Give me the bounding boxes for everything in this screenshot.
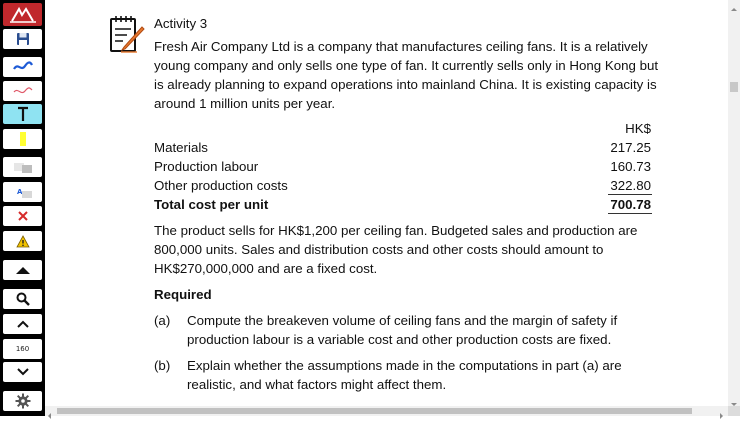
question-a-line-1: Compute the breakeven volume of ceiling fans and the margin of safety if — [187, 313, 618, 328]
eraser-icon[interactable] — [3, 157, 42, 177]
search-icon[interactable] — [3, 289, 42, 309]
svg-text:A: A — [16, 188, 22, 196]
vertical-scroll-thumb[interactable] — [730, 82, 738, 92]
pdf-logo-icon[interactable] — [3, 3, 42, 26]
total-value: 700.78 — [610, 197, 651, 212]
question-b-line-2: realistic, and what factors might affect them. — [187, 377, 447, 392]
details-line-3: HK$270,000,000 and are a fixed cost. — [154, 261, 378, 276]
activity-icon — [107, 14, 147, 60]
question-marker: (b) — [154, 358, 171, 373]
scroll-left-icon[interactable] — [45, 406, 55, 416]
scroll-right-icon[interactable] — [716, 406, 726, 416]
intro-line-2: young company and only sells one type of fan. It currently sells only in Hong Kong but — [154, 58, 659, 73]
question-a-line-2: production labour is a variable cost and other production costs are fixed. — [187, 332, 612, 347]
currency-header: HK$ — [625, 121, 651, 136]
activity-title: Activity 3 — [154, 16, 208, 31]
delete-icon[interactable] — [3, 206, 42, 226]
pen-icon[interactable] — [3, 57, 42, 77]
question-marker: (a) — [154, 313, 171, 328]
total-label: Total cost per unit — [154, 197, 269, 212]
details-line-2: 800,000 units. Sales and distribution costs and other costs should amount to — [154, 242, 604, 257]
horizontal-scrollbar[interactable] — [45, 406, 728, 416]
horizontal-scroll-thumb[interactable] — [57, 408, 692, 414]
cost-row-label: Other production costs — [154, 178, 288, 193]
left-toolbar — [0, 0, 45, 416]
subtotal-rule — [608, 194, 652, 195]
scrollbar-corner — [728, 406, 740, 416]
next-page-icon[interactable] — [3, 362, 42, 382]
cost-row-value: 322.80 — [610, 178, 651, 193]
intro-line-1: Fresh Air Company Ltd is a company that manufactures ceiling fans. It is a relatively — [154, 39, 648, 54]
highlighter-icon[interactable] — [3, 129, 42, 149]
required-heading: Required — [154, 287, 212, 302]
save-icon[interactable] — [3, 29, 42, 49]
page-number-field[interactable]: 160 — [3, 339, 42, 359]
cost-row-label: Production labour — [154, 159, 259, 174]
cost-row-label: Materials — [154, 140, 208, 155]
text-tool-icon[interactable] — [3, 104, 42, 124]
settings-icon[interactable] — [3, 391, 42, 411]
question-b-line-1: Explain whether the assumptions made in the computations in part (a) are — [187, 358, 622, 373]
page-up-icon[interactable] — [3, 260, 42, 280]
scroll-up-icon[interactable] — [728, 0, 740, 11]
intro-line-3: is already planning to expand operations into mainland China. It is existing capacity is — [154, 77, 657, 92]
cost-row-value: 217.25 — [610, 140, 651, 155]
scroll-down-icon[interactable] — [728, 395, 740, 406]
vertical-scrollbar[interactable] — [728, 0, 740, 406]
previous-page-icon[interactable] — [3, 314, 42, 334]
highlighter-pen-icon[interactable] — [3, 81, 42, 101]
intro-line-4: around 1 million units per year. — [154, 96, 336, 111]
document-page — [45, 0, 728, 406]
text-box-icon[interactable] — [3, 182, 42, 202]
total-rule — [608, 213, 652, 214]
warning-icon[interactable] — [3, 231, 42, 251]
cost-row-value: 160.73 — [610, 159, 651, 174]
details-line-1: The product sells for HK$1,200 per ceiling fan. Budgeted sales and production are — [154, 223, 638, 238]
